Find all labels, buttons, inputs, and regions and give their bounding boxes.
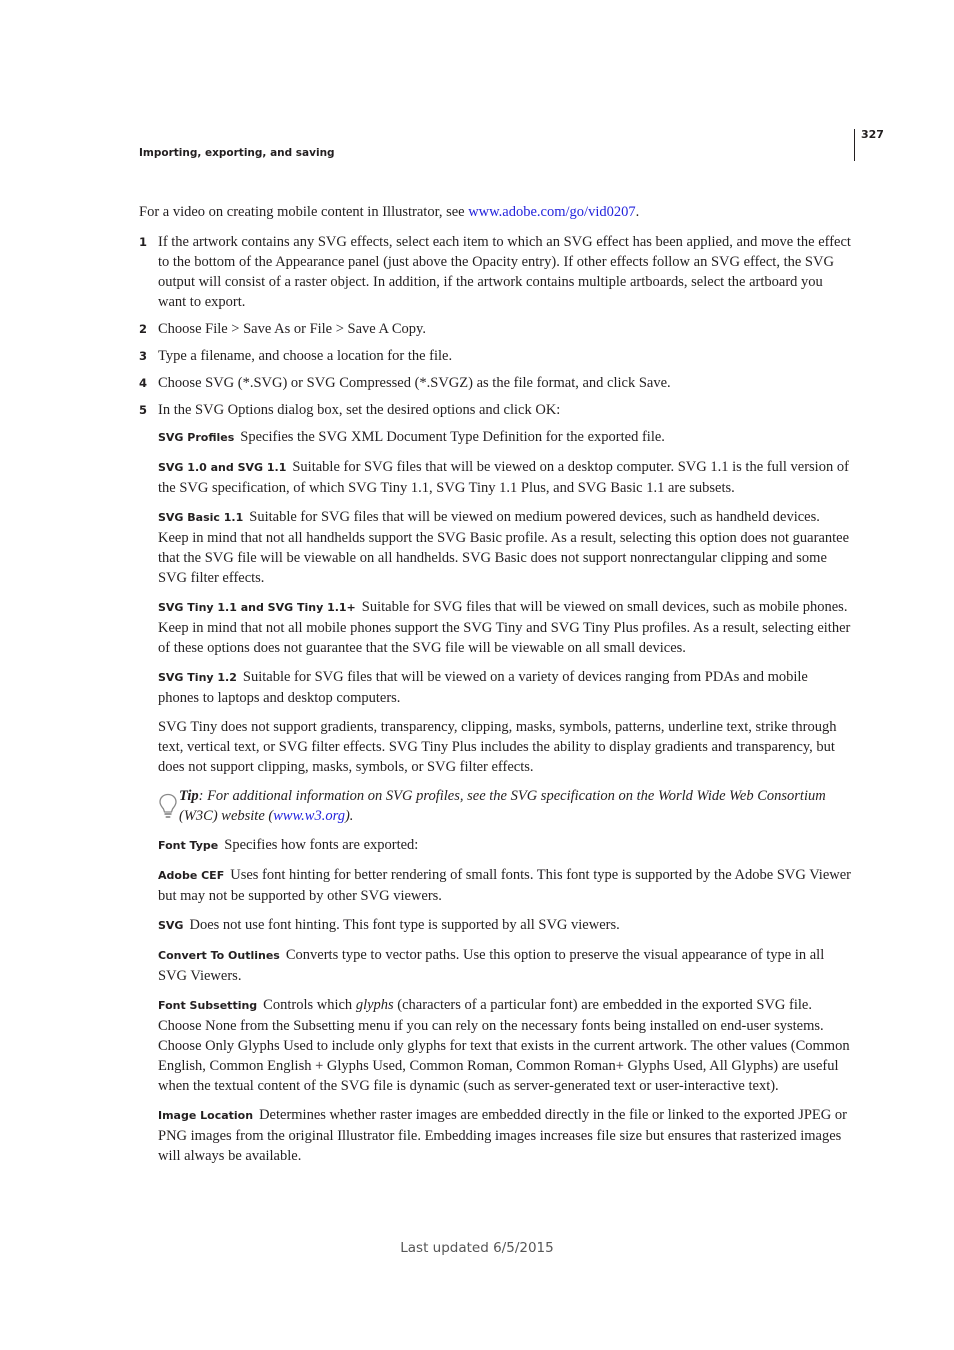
- step-text: In the SVG Options dialog box, set the desired options and click OK:: [158, 402, 561, 418]
- step-item: [139, 373, 851, 393]
- step-number: 4: [139, 376, 148, 390]
- definition-term: SVG Basic 1.1: [158, 511, 244, 524]
- step-number: 3: [139, 349, 148, 363]
- running-header: Importing, exporting, and saving: [139, 147, 335, 159]
- step-text: Type a filename, and choose a location for the file.: [158, 348, 453, 364]
- step-item: [139, 400, 851, 420]
- step-text: Choose File > Save As or File > Save A Copy.: [158, 321, 426, 337]
- step-number: 1: [139, 235, 148, 249]
- definition-svg: SVG Does not use font hinting. This font type is supported by all SVG viewers.: [158, 917, 620, 933]
- definition-svg-tiny-1-2: SVG Tiny 1.2 Suitable for SVG files that will be viewed on a variety of devices ranging from PDAs and mobile phones to laptops and desktop computers.: [158, 669, 808, 706]
- step-item: [139, 319, 851, 339]
- definition-term: SVG Tiny 1.1 and SVG Tiny 1.1+: [158, 601, 356, 614]
- definition-term: Font Type: [158, 839, 219, 852]
- definition-svg-1-1: SVG 1.0 and SVG 1.1 Suitable for SVG files that will be viewed on a desktop computer. SVG 1.1 is the full version of the SVG specification, of which SVG Tiny 1.1, SVG Tiny 1.1 Plus, and SVG Basic 1.1 are subsets.: [158, 459, 849, 496]
- definition-svg-tiny-1-1: SVG Tiny 1.1 and SVG Tiny 1.1+ Suitable for SVG files that will be viewed on small devices, such as mobile phones. Keep in mind that not all mobile phones support the SVG Tiny and SVG Tiny Plus profiles. As a result, selecting either of these options does not guarantee that the SVG file will be viewable on all small devices.: [158, 599, 851, 656]
- header-divider: [854, 129, 855, 161]
- definition-term: SVG 1.0 and SVG 1.1: [158, 461, 287, 474]
- footer-last-updated: Last updated 6/5/2015: [400, 1240, 554, 1256]
- definition-term: SVG Tiny 1.2: [158, 671, 237, 684]
- definition-term: SVG: [158, 919, 184, 932]
- svg-tiny-paragraph: SVG Tiny does not support gradients, transparency, clipping, masks, symbols, patterns, underline text, strike through text, vertical text, or SVG filter effects. SVG Tiny Plus includes the ability to display gradients and transparency, but does not support clipping, masks, symbols, or SVG filter effects.: [158, 719, 837, 775]
- step-item: [139, 346, 851, 366]
- definition-image-location: Image Location Determines whether raster images are embedded directly in the file or linked to the exported JPEG or PNG images from the original Illustrator file. Embedding images increases file size but ensures that rasterized images will always be available.: [158, 1107, 847, 1164]
- step-text: Choose SVG (*.SVG) or SVG Compressed (*.SVGZ) as the file format, and click Save.: [158, 375, 671, 391]
- definition-svg-profiles: SVG Profiles Specifies the SVG XML Document Type Definition for the exported file.: [158, 429, 665, 445]
- step-number: 5: [139, 403, 148, 417]
- definition-svg-basic: SVG Basic 1.1 Suitable for SVG files that will be viewed on medium powered devices, such as handheld devices. Keep in mind that not all handhelds support the SVG Basic profile. As a result, selecting this option does not guarantee that the SVG file will be viewable on all handhelds. SVG Basic does not support nonrectangular clipping and some SVG filter effects.: [158, 509, 850, 586]
- definition-font-type: Font Type Specifies how fonts are exported:: [158, 837, 419, 853]
- step-text: If the artwork contains any SVG effects, select each item to which an SVG effect has been applied, and move the effect to the bottom of the Appearance panel (just above the Opacity entry). If other effects follow an SVG effect, the SVG output will consist of a raster object. In addition, if the artwork contains multiple artboards, select the artboard you want to export.: [158, 234, 851, 310]
- main-content: [139, 202, 851, 1175]
- definition-term: Convert To Outlines: [158, 949, 280, 962]
- tip-label: Tip: [179, 788, 199, 804]
- tip-note: Tip: For additional information on SVG profiles, see the SVG specification on the World Wide Web Consortium (W3C) website (www.w3.org).: [158, 786, 851, 826]
- definition-term: SVG Profiles: [158, 431, 235, 444]
- definition-font-subsetting: Font Subsetting Controls which glyphs (characters of a particular font) are embedded in the exported SVG file. Choose None from the Subsetting menu if you can rely on the necessary fonts being installed on end-user systems. Choose Only Glyphs Used to include only glyphs for text that exists in the current artwork. The other values (Common English, Common English + Glyphs Used, Common Roman, Common Roman+ Glyphs Used, All Glyphs) are useful when the textual content of the SVG file is dynamic (such as server-generated text or user-interactive text).: [158, 997, 850, 1094]
- intro-paragraph: For a video on creating mobile content in Illustrator, see www.adobe.com/go/vid0207.: [139, 204, 640, 220]
- step-item: [139, 232, 851, 312]
- page-number: 327: [861, 128, 884, 141]
- definition-adobe-cef: Adobe CEF Uses font hinting for better rendering of small fonts. This font type is supported by the Adobe SVG Viewer but may not be supported by other SVG viewers.: [158, 867, 852, 904]
- definition-term: Font Subsetting: [158, 999, 258, 1012]
- lightbulb-icon: [158, 793, 178, 819]
- video-link[interactable]: www.adobe.com/go/vid0207: [468, 204, 636, 220]
- definition-term: Adobe CEF: [158, 869, 225, 882]
- definition-term: Image Location: [158, 1109, 254, 1122]
- step-number: 2: [139, 322, 148, 336]
- definition-convert-to-outlines: Convert To Outlines Converts type to vector paths. Use this option to preserve the visual appearance of type in all SVG Viewers.: [158, 947, 825, 984]
- w3c-link[interactable]: www.w3.org: [273, 808, 345, 824]
